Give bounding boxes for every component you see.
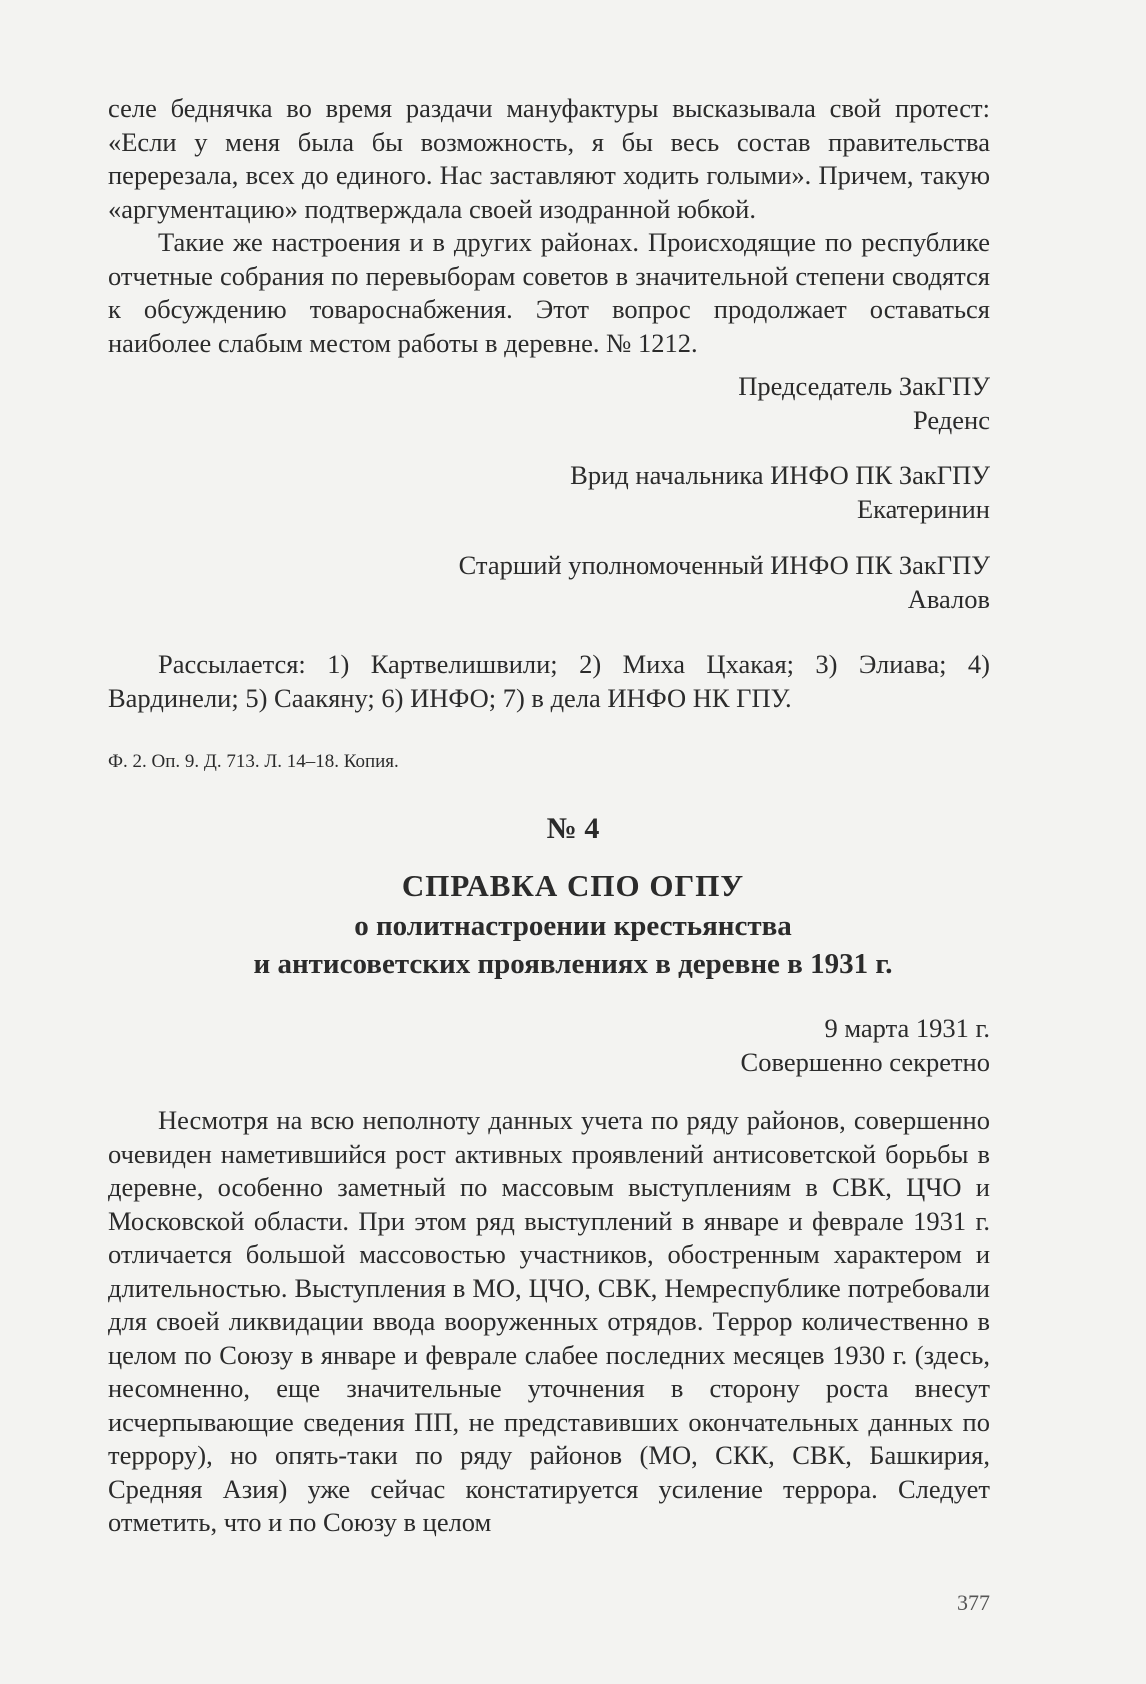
signature-name: Авалов (907, 583, 990, 614)
distribution-list: Рассылается: 1) Картвелишвили; 2) Миха Цхакая; 3) Элиава; 4) Вардинели; 5) Саакяну; 6) ИНФО; 7) в дела ИНФО НК ГПУ. (108, 649, 990, 713)
signature-block (459, 549, 990, 616)
paragraph: селе беднячка во время раздачи мануфактуры высказывала свой протест: «Если у меня была бы возможность, я бы весь состав правительства перерезала, всех до единого. Нас заставляют ходить голыми». Причем, такую «аргументацию» подтверждала своей изодранной юбкой. (108, 93, 990, 224)
document-subtitle: о политнастроении крестьянства (354, 910, 792, 942)
signature-name: Екатеринин (856, 493, 990, 524)
document-title (0, 865, 1146, 983)
document-subtitle: и антисоветских проявлениях в деревне в 1931 г. (253, 948, 893, 980)
signature-position: Старший уполномоченный ИНФО ПК ЗакГПУ (458, 550, 990, 580)
signature-position: Председатель ЗакГПУ (738, 371, 990, 401)
archive-source: Ф. 2. Оп. 9. Д. 713. Л. 14–18. Копия. (108, 751, 399, 772)
signature-block (570, 459, 990, 526)
classification: Совершенно секретно (740, 1047, 990, 1077)
paragraph: Несмотря на всю неполноту данных учета по ряду районов, совершенно очевиден наметившийся рост активных проявлений антисоветской борьбы в деревне, особенно заметный по массовым выступлениям в СВК, ЦЧО и Московской области. При этом ряд выступлений в январе и феврале 1931 г. отличается большой массовостью участников, обостренным характером и длительностью. Выступления в МО, ЦЧО, СВК, Немреспублике потребовали для своей ликвидации ввода вооруженных отрядов. Террор количественно в целом по Союзу в январе и феврале слабее последних месяцев 1930 г. (здесь, несомненно, еще значительные уточнения в сторону роста внесут исчерпывающие сведения ПП, не представивших окончательных данных по террору), но опять-таки по ряду районов (МО, СКК, СВК, Башкирия, Средняя Азия) уже сейчас констатируется усиление террора. Следует отметить, что и по Союзу в целом (108, 1105, 990, 1537)
page-number: 377 (957, 1590, 990, 1615)
document-number: № 4 (546, 812, 600, 845)
document-date: 9 марта 1931 г. (824, 1013, 990, 1043)
signature-name: Реденс (913, 404, 990, 435)
signature-block (738, 370, 990, 437)
signature-position: Врид начальника ИНФО ПК ЗакГПУ (570, 460, 990, 490)
document-body (108, 1104, 990, 1540)
dateline (741, 1011, 990, 1079)
continued-text (108, 92, 990, 360)
document-title-main: СПРАВКА СПО ОГПУ (401, 868, 745, 903)
paragraph: Такие же настроения и в других районах. Происходящие по республике отчетные собрания по перевыборам советов в значительной степени сводятся к обсуждению товароснабжения. Этот вопрос продолжает оставаться наиболее слабым местом работы в деревне. № 1212. (108, 227, 990, 358)
